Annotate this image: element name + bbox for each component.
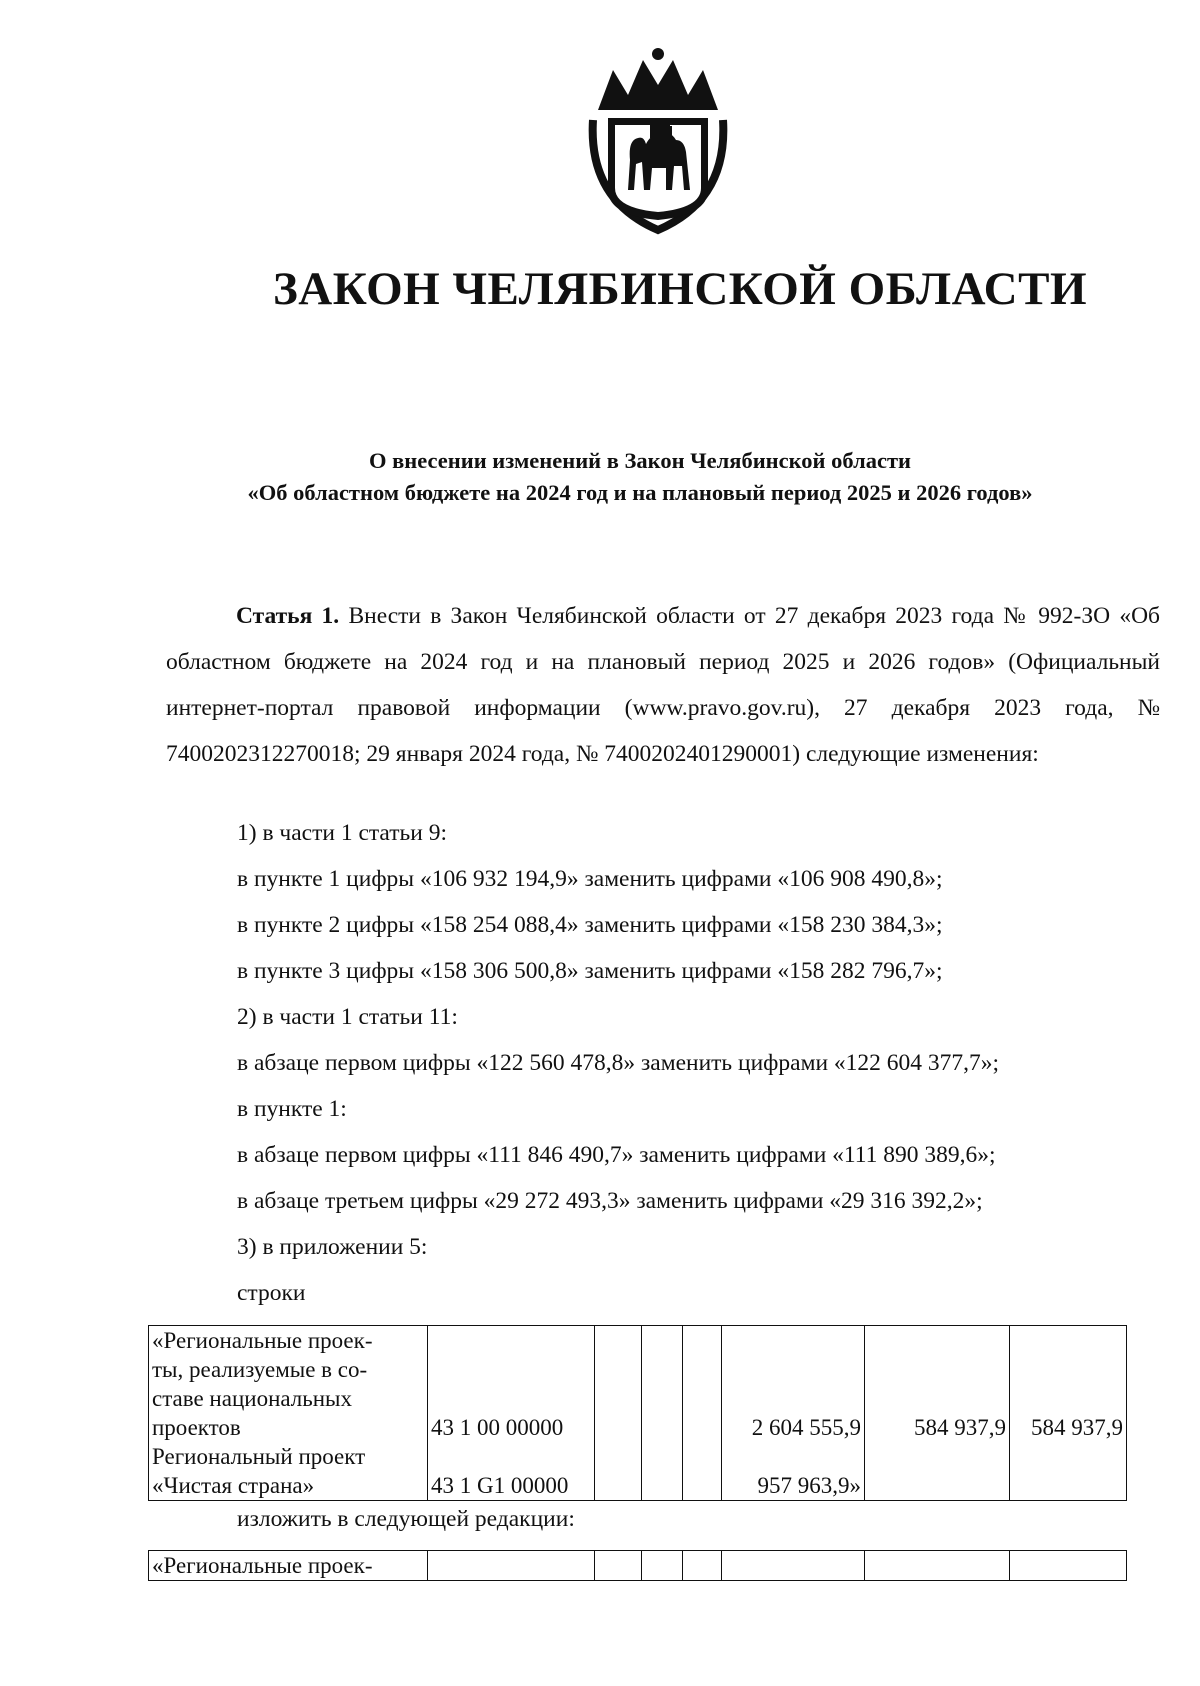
amendment-line: в пункте 3 цифры «158 306 500,8» заменить цифрами «158 282 796,7»;: [237, 958, 943, 984]
law-subtitle: [140, 445, 1140, 509]
amendment-line: 1) в части 1 статьи 9:: [237, 820, 447, 846]
table-row: [149, 1551, 1127, 1581]
table-cell-empty: [428, 1551, 595, 1581]
table-cell-name: «Региональные проек-: [149, 1551, 428, 1581]
amendment-line: в абзаце первом цифры «122 560 478,8» заменить цифрами «122 604 377,7»;: [237, 1050, 1000, 1076]
table-cell-amount-2024: 2 604 555,9 957 963,9»: [722, 1326, 865, 1501]
table-cell-empty: [642, 1326, 683, 1501]
budget-table-old: [148, 1325, 1127, 1501]
budget-table-new: [148, 1550, 1127, 1581]
table-cell-empty: [683, 1326, 722, 1501]
subtitle-line-1: О внесении изменений в Закон Челябинской области: [369, 448, 911, 473]
amendment-line: 3) в приложении 5:: [237, 1234, 428, 1260]
table-cell-empty: [642, 1551, 683, 1581]
article-1-paragraph: [166, 593, 1160, 777]
amendment-line: в пункте 2 цифры «158 254 088,4» заменить цифрами «158 230 384,3»;: [237, 912, 943, 938]
amendment-line: строки: [237, 1280, 306, 1306]
coat-of-arms-icon: [578, 40, 738, 240]
table-cell-empty: [722, 1551, 865, 1581]
after-table-text: изложить в следующей редакции:: [237, 1506, 575, 1532]
table-row: [149, 1326, 1127, 1501]
amendment-line: в абзаце первом цифры «111 846 490,7» заменить цифрами «111 890 389,6»;: [237, 1142, 996, 1168]
table-cell-empty: [595, 1551, 642, 1581]
article-text: Внести в Закон Челябинской области от 27 декабря 2023 года № 992-ЗО «Об областном бюджете на 2024 год и на плановый период 2025 и 2026 годов» (Официальный интернет-портал правовой информации (www.pravo.gov.ru), 27 декабря 2023 года, № 7400202312270018; 29 января 2024 года, № 7400202401290001) следующие изменения:: [166, 603, 1161, 767]
table-cell-amount-2025: 584 937,9: [865, 1326, 1010, 1501]
amendment-line: в пункте 1 цифры «106 932 194,9» заменить цифрами «106 908 490,8»;: [237, 866, 943, 892]
table-cell-empty: [683, 1551, 722, 1581]
table-cell-code: 43 1 00 00000 43 1 G1 00000: [428, 1326, 595, 1501]
amendment-line: в абзаце третьем цифры «29 272 493,3» заменить цифрами «29 316 392,2»;: [237, 1188, 983, 1214]
table-cell-empty: [865, 1551, 1010, 1581]
law-title: ЗАКОН ЧЕЛЯБИНСКОЙ ОБЛАСТИ: [272, 263, 1088, 315]
table-cell-empty: [595, 1326, 642, 1501]
subtitle-line-2: «Об областном бюджете на 2024 год и на плановый период 2025 и 2026 годов»: [247, 480, 1033, 505]
amendment-line: 2) в части 1 статьи 11:: [237, 1004, 458, 1030]
table-cell-amount-2026: 584 937,9: [1010, 1326, 1127, 1501]
article-label: Статья 1.: [236, 603, 340, 629]
table-cell-empty: [1010, 1551, 1127, 1581]
amendment-line: в пункте 1:: [237, 1096, 347, 1122]
table-cell-name: «Региональные проек- ты, реализуемые в со- ставе национальных проектов Региональный проект «Чистая страна»: [149, 1326, 428, 1501]
